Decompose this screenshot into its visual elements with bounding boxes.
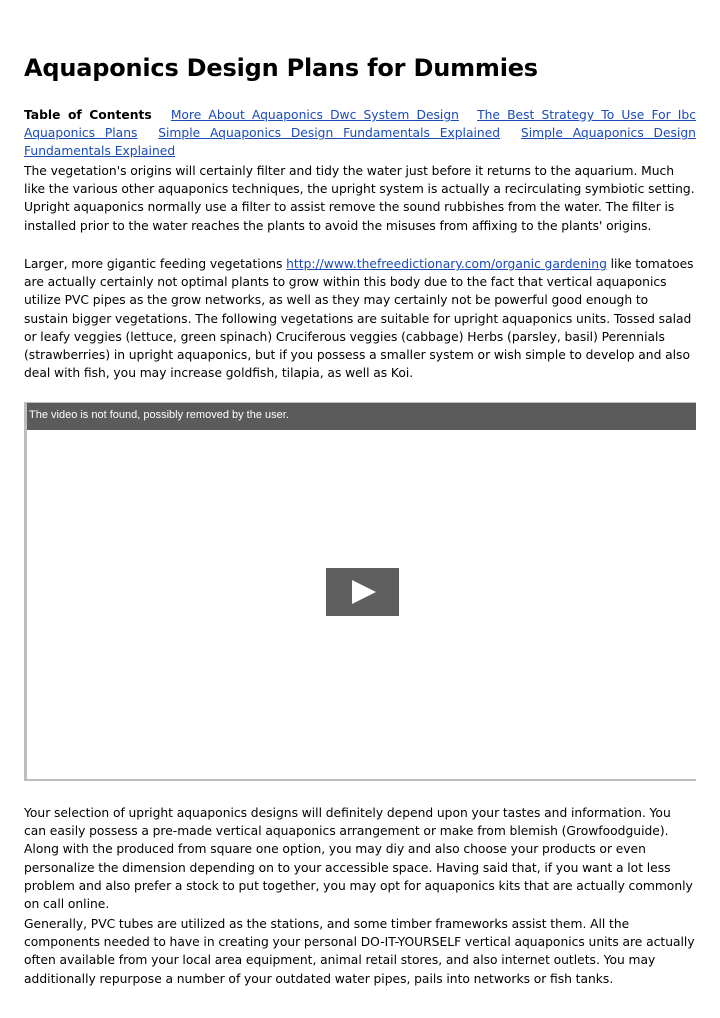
paragraph-text: Larger, more gigantic feeding vegetations xyxy=(24,257,287,271)
play-button[interactable] xyxy=(326,568,399,616)
table-of-contents xyxy=(24,106,696,160)
paragraph-plant-roots: The vegetation's origins will certainly filter and tidy the water just before it returns to the aquarium. Much like the various other aquaponics techniques, the upright system is actually a recirculating symbiotic setting. Upright aquaponics normally use a filter to assist remove the sound rubbishes from the water. The filter is installed prior to the water reaches the plants to avoid the misuses from affixing to the plants' origins. xyxy=(24,164,695,233)
video-not-found-message: The video is not found, possibly removed by the user. xyxy=(29,409,289,421)
play-icon xyxy=(352,580,376,604)
toc-link-ibc-aquaponics-plans[interactable]: The Best Strategy To Use For Ibc Aquaponics Plans xyxy=(24,108,696,140)
toc-label: Table of Contents xyxy=(24,108,152,122)
video-title-bar xyxy=(27,403,696,430)
paragraph-design-selection: Your selection of upright aquaponics designs will definitely depend upon your tastes and information. You can easily possess a pre-made vertical aquaponics arrangement or make from blemish (Growfoodguide). Along with the produced from square one option, you may diy and also choose your products or even personalize the dimension depending on to your accessible space. Having said that, if you want a lot less problem and also prefer a stock to put together, you may opt for aquaponics kits that are actually commonly on call online. xyxy=(24,806,693,912)
toc-link-design-fundamentals-2[interactable]: Simple Aquaponics Design Fundamentals Explained xyxy=(24,126,696,158)
video-player[interactable] xyxy=(24,402,696,781)
paragraph-pvc-tubes: Generally, PVC tubes are utilized as the stations, and some timber frameworks assist them. All the components needed to have in creating your personal DO-IT-YOURSELF vertical aquaponics units are actually often available from your local area equipment, animal retail stores, and also internet outlets. You may additionally repurpose a number of your outdated water pipes, pails into networks or fish tanks. xyxy=(24,917,695,986)
toc-link-design-fundamentals-1[interactable]: Simple Aquaponics Design Fundamentals Explained xyxy=(158,126,501,140)
page-title: Aquaponics Design Plans for Dummies xyxy=(24,54,538,82)
organic-gardening-link[interactable]: http://www.thefreedictionary.com/organic gardening xyxy=(286,257,607,271)
paragraph-suitable-plants xyxy=(24,255,696,382)
paragraph-text: like tomatoes are actually certainly not optimal plants to grow within this body due to the fact that vertical aquaponics utilize PVC pipes as the grow networks, as well as they may certainly not be powerful good enough to sustain bigger vegetations. The following vegetations are suitable for upright aquaponics units. Tossed salad or leafy veggies (lettuce, green spinach) Cruciferous veggies (cabbage) Herbs (parsley, basil) Perennials (strawberries) in upright aquaponics, but if you possess a smaller system or wish simple to develop and also deal with fish, you may increase goldfish, tilapia, as well as Koi. xyxy=(24,257,694,381)
toc-link-dwc-system-design[interactable]: More About Aquaponics Dwc System Design xyxy=(170,108,459,122)
